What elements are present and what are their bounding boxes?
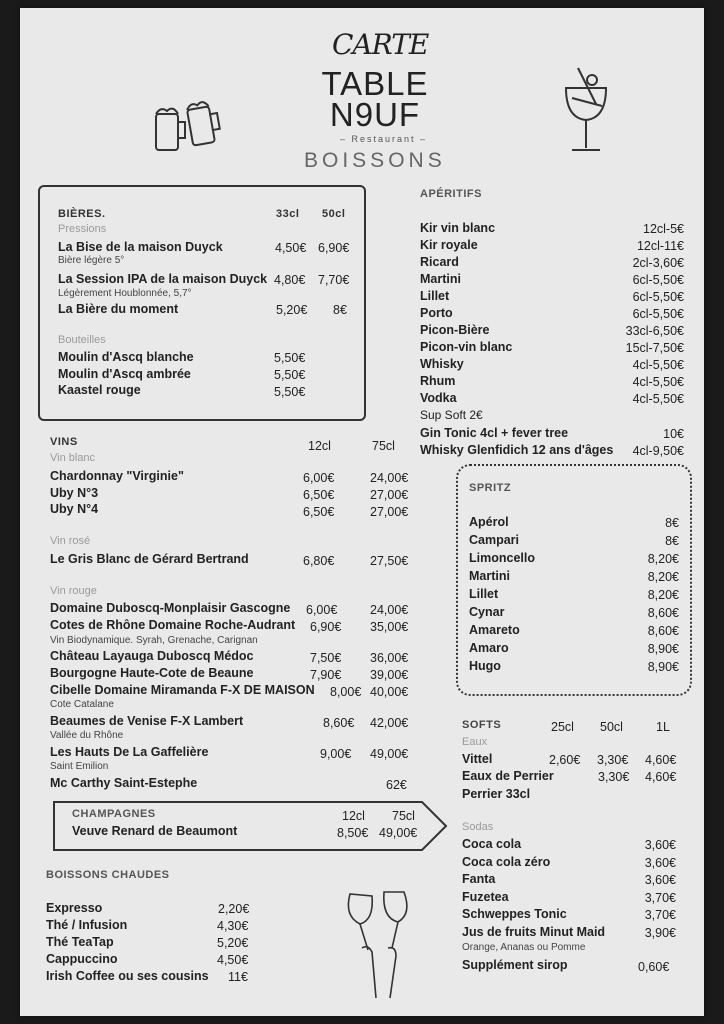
menu-item-price: 3,60€ (644, 838, 676, 852)
brand-line2: N9UF (329, 96, 421, 133)
menu-item-price: 8,90€ (647, 660, 679, 674)
vin-name: Cotes de Rhône Domaine Roche-Audrant (50, 618, 296, 632)
jus-desc: Orange, Ananas ou Pomme (462, 942, 586, 953)
vin-price-12: 7,90€ (310, 668, 342, 682)
cocktail-glass-icon (560, 64, 612, 156)
menu-item-name: Lillet (469, 587, 499, 601)
menu-item-price: 2cl-3,60€ (632, 256, 684, 270)
biere-price-33: 4,80€ (274, 273, 306, 287)
menu-item-price: 6cl-5,50€ (632, 290, 684, 304)
champagne-price-75: 49,00€ (379, 826, 418, 840)
soft-price: 0,60€ (638, 960, 670, 974)
aperitifs-title: APÉRITIFS (420, 188, 482, 200)
vin-price-75: 36,00€ (370, 651, 409, 665)
bottle-name: Kaastel rouge (58, 383, 141, 397)
vin-name: Le Gris Blanc de Gérard Bertrand (50, 552, 249, 566)
chaude-price: 5,20€ (217, 936, 249, 950)
vin-desc: Saint Emilion (50, 761, 109, 772)
menu-item-name: Schweppes Tonic (462, 907, 567, 922)
wine-toast-icon (332, 884, 432, 1000)
vin-desc: Vallée du Rhône (50, 730, 124, 741)
soft-price-1l: 4,60€ (645, 753, 677, 767)
soft-name: Supplément sirop (462, 958, 568, 972)
vin-name: Chardonnay "Virginie" (50, 469, 184, 483)
vin-desc: Cote Catalane (50, 699, 114, 710)
menu-item-name: Jus de fruits Minut Maid (462, 925, 606, 939)
bieres-col-50cl: 50cl (322, 208, 346, 220)
vin-name: Les Hauts De La Gaffelière (50, 745, 209, 759)
menu-item-price: 15cl-7,50€ (625, 341, 684, 355)
vin-price-12: 6,50€ (303, 505, 335, 519)
chaude-name: Cappuccino (46, 952, 118, 966)
biere-desc: Légèrement Houblonnée, 5,7° (58, 288, 192, 299)
bottle-price: 5,50€ (274, 385, 306, 399)
gin-tonic-name: Gin Tonic 4cl + fever tree (420, 426, 569, 440)
soft-price-50: 3,30€ (597, 753, 629, 767)
menu-item-price: 6cl-5,50€ (632, 307, 684, 321)
vin-desc: Vin Biodynamique. Syrah, Grenache, Carignan (50, 635, 258, 646)
vin-price-12: 6,00€ (303, 471, 335, 485)
vin-price-75: 40,00€ (370, 685, 409, 699)
vin-price-12: 8,00€ (330, 685, 362, 699)
bottle-name: Moulin d'Ascq blanche (58, 350, 194, 364)
vin-price-75: 27,50€ (370, 554, 409, 568)
vin-name: Cibelle Domaine Miramanda F-X DE MAISON (50, 683, 315, 697)
vin-price-75: 24,00€ (370, 603, 409, 617)
menu-item-price: 4cl-5,50€ (632, 358, 684, 372)
softs-title: SOFTS (462, 719, 502, 731)
vin-price-75: 62€ (386, 778, 407, 792)
vin-price-75: 35,00€ (370, 620, 409, 634)
biere-price-50: 7,70€ (318, 273, 350, 287)
menu-item-name: Coca cola zéro (462, 854, 551, 869)
bottle-price: 5,50€ (274, 368, 306, 382)
vin-price-75: 49,00€ (370, 747, 409, 761)
bieres-col-33cl: 33cl (276, 208, 300, 220)
menu-item-name: Amaro (469, 641, 509, 655)
menu-item-name: Whisky (420, 357, 464, 371)
chaude-name: Thé TeaTap (46, 935, 114, 949)
softs-col-1l: 1L (656, 720, 670, 734)
menu-item-name: Amareto (469, 623, 520, 637)
menu-item-price: 8,20€ (647, 552, 679, 566)
menu-item-name: Cynar (469, 605, 505, 619)
softs-col-50cl: 50cl (600, 720, 623, 734)
vins-title: VINS (50, 436, 78, 448)
softs-col-25cl: 25cl (551, 720, 574, 734)
biere-price-50: 8€ (333, 303, 347, 317)
vin-rose-label: Vin rosé (50, 535, 91, 547)
vin-price-12: 8,60€ (323, 716, 355, 730)
menu-item-price: 8,20€ (647, 588, 679, 602)
pressions-label: Pressions (58, 223, 107, 235)
soft-price-1l: 4,60€ (645, 770, 677, 784)
chaudes-title: BOISSONS CHAUDES (46, 869, 170, 881)
vin-name: Bourgogne Haute-Cote de Beaune (50, 666, 254, 680)
vin-price-75: 24,00€ (370, 471, 409, 485)
soft-price-50: 3,30€ (598, 770, 630, 784)
vins-col-12cl: 12cl (308, 439, 331, 453)
vin-price-12: 9,00€ (320, 747, 352, 761)
glenfidich-price: 4cl-9,50€ (632, 444, 684, 458)
menu-item-name: Limoncello (469, 551, 535, 565)
menu-item-name: Rhum (420, 374, 456, 388)
vin-price-75: 27,00€ (370, 505, 409, 519)
biere-name: La Session IPA de la maison Duyck (58, 272, 268, 286)
vin-rouge-label: Vin rouge (50, 585, 97, 597)
menu-item-name: Picon-Bière (420, 323, 490, 337)
vins-col-75cl: 75cl (372, 439, 395, 453)
chaude-name: Irish Coffee ou ses cousins (46, 969, 209, 983)
restaurant-label: – Restaurant – (340, 134, 428, 144)
menu-item-price: 12cl-11€ (636, 239, 684, 253)
eaux-label: Eaux (462, 736, 488, 748)
chaude-name: Expresso (46, 901, 103, 915)
menu-item-name: Lillet (420, 289, 450, 303)
chaude-price: 2,20€ (218, 902, 250, 916)
menu-item-price: 3,70€ (644, 908, 676, 923)
bouteilles-label: Bouteilles (58, 334, 106, 346)
menu-item-price: 8€ (665, 516, 679, 530)
bottle-price: 5,50€ (274, 351, 306, 365)
menu-item-name: Campari (469, 533, 520, 547)
page-title: BOISSONS (304, 149, 446, 172)
vin-price-75: 39,00€ (370, 668, 409, 682)
bieres-title: BIÈRES. (58, 208, 106, 220)
vin-price-75: 27,00€ (370, 488, 409, 502)
champagnes-col-75cl: 75cl (392, 809, 415, 823)
vin-name: Uby N°3 (50, 486, 99, 500)
menu-item-price: 4cl-5,50€ (632, 375, 684, 389)
vin-price-12: 6,90€ (310, 620, 342, 634)
sup-soft: Sup Soft 2€ (420, 408, 483, 422)
menu-item-price: 4cl-5,50€ (632, 392, 684, 406)
menu-item-name: Hugo (469, 659, 501, 673)
vin-price-75: 42,00€ (370, 716, 409, 730)
carte-title: CARTE (332, 28, 429, 61)
menu-item-name: Martini (469, 569, 510, 583)
menu-item-price: 8,60€ (647, 606, 679, 620)
vin-blanc-label: Vin blanc (50, 452, 96, 464)
chaude-price: 4,50€ (217, 953, 249, 967)
vin-name: Uby N°4 (50, 502, 99, 516)
beer-mugs-icon (150, 96, 230, 158)
biere-price-33: 4,50€ (275, 241, 307, 255)
champagne-name: Veuve Renard de Beaumont (72, 824, 238, 838)
menu-item-name: Kir vin blanc (420, 221, 496, 235)
spritz-title: SPRITZ (469, 482, 512, 494)
vin-name: Beaumes de Venise F-X Lambert (50, 714, 244, 728)
vin-price-12: 6,00€ (306, 603, 338, 617)
biere-name: La Bière du moment (58, 302, 179, 316)
menu-item-name: Kir royale (420, 238, 478, 252)
menu-item-name: Fanta (462, 872, 496, 887)
soft-name: Eaux de Perrier (462, 769, 554, 783)
vin-name: Domaine Duboscq-Monplaisir Gascogne (50, 601, 291, 615)
menu-item-price: 8,60€ (647, 624, 679, 638)
vin-name: Château Layauga Duboscq Médoc (50, 649, 254, 663)
menu-sheet (20, 8, 704, 1016)
glenfidich-name: Whisky Glenfidich 12 ans d'âges (420, 443, 614, 457)
chaude-price: 11€ (228, 970, 248, 984)
menu-item-price: 3,90€ (644, 926, 676, 940)
biere-desc: Bière légère 5° (58, 255, 125, 266)
soft-name: Vittel (462, 752, 493, 766)
gin-tonic-price: 10€ (663, 427, 684, 441)
chaude-price: 4,30€ (217, 919, 249, 933)
bottle-name: Moulin d'Ascq ambrée (58, 367, 191, 381)
champagne-price-12: 8,50€ (337, 826, 369, 840)
menu-item-name: Coca cola (462, 837, 522, 851)
vin-name: Mc Carthy Saint-Estephe (50, 776, 198, 790)
menu-item-price: 8,90€ (647, 642, 679, 656)
menu-item-price: 12cl-5€ (643, 222, 684, 236)
sodas-label: Sodas (462, 821, 494, 833)
chaude-name: Thé / Infusion (46, 918, 128, 932)
brand-logo (320, 65, 430, 133)
vin-price-12: 7,50€ (310, 651, 342, 665)
biere-price-33: 5,20€ (276, 303, 308, 317)
soft-name: Perrier 33cl (462, 787, 531, 801)
menu-item-name: Fuzetea (462, 889, 509, 904)
biere-price-50: 6,90€ (318, 241, 350, 255)
menu-item-price: 3,60€ (644, 855, 676, 870)
menu-item-price: 3,60€ (644, 873, 676, 888)
brand-line1: TABLE (321, 65, 429, 102)
menu-item-price: 3,70€ (644, 890, 676, 905)
menu-item-name: Porto (420, 306, 453, 320)
menu-item-price: 8,20€ (647, 570, 679, 584)
menu-item-name: Ricard (420, 255, 459, 269)
menu-item-name: Martini (420, 272, 461, 286)
menu-item-name: Apérol (469, 515, 509, 529)
menu-item-price: 8€ (665, 534, 679, 548)
champagnes-col-12cl: 12cl (342, 809, 365, 823)
menu-item-price: 6cl-5,50€ (632, 273, 684, 287)
biere-name: La Bise de la maison Duyck (58, 240, 223, 254)
menu-item-price: 33cl-6,50€ (625, 324, 684, 338)
champagnes-title: CHAMPAGNES (72, 808, 156, 820)
vin-price-12: 6,50€ (303, 488, 335, 502)
menu-item-name: Vodka (420, 391, 457, 405)
soft-price-25: 2,60€ (549, 753, 581, 767)
menu-item-name: Picon-vin blanc (420, 340, 513, 354)
vin-price-12: 6,80€ (303, 554, 335, 568)
